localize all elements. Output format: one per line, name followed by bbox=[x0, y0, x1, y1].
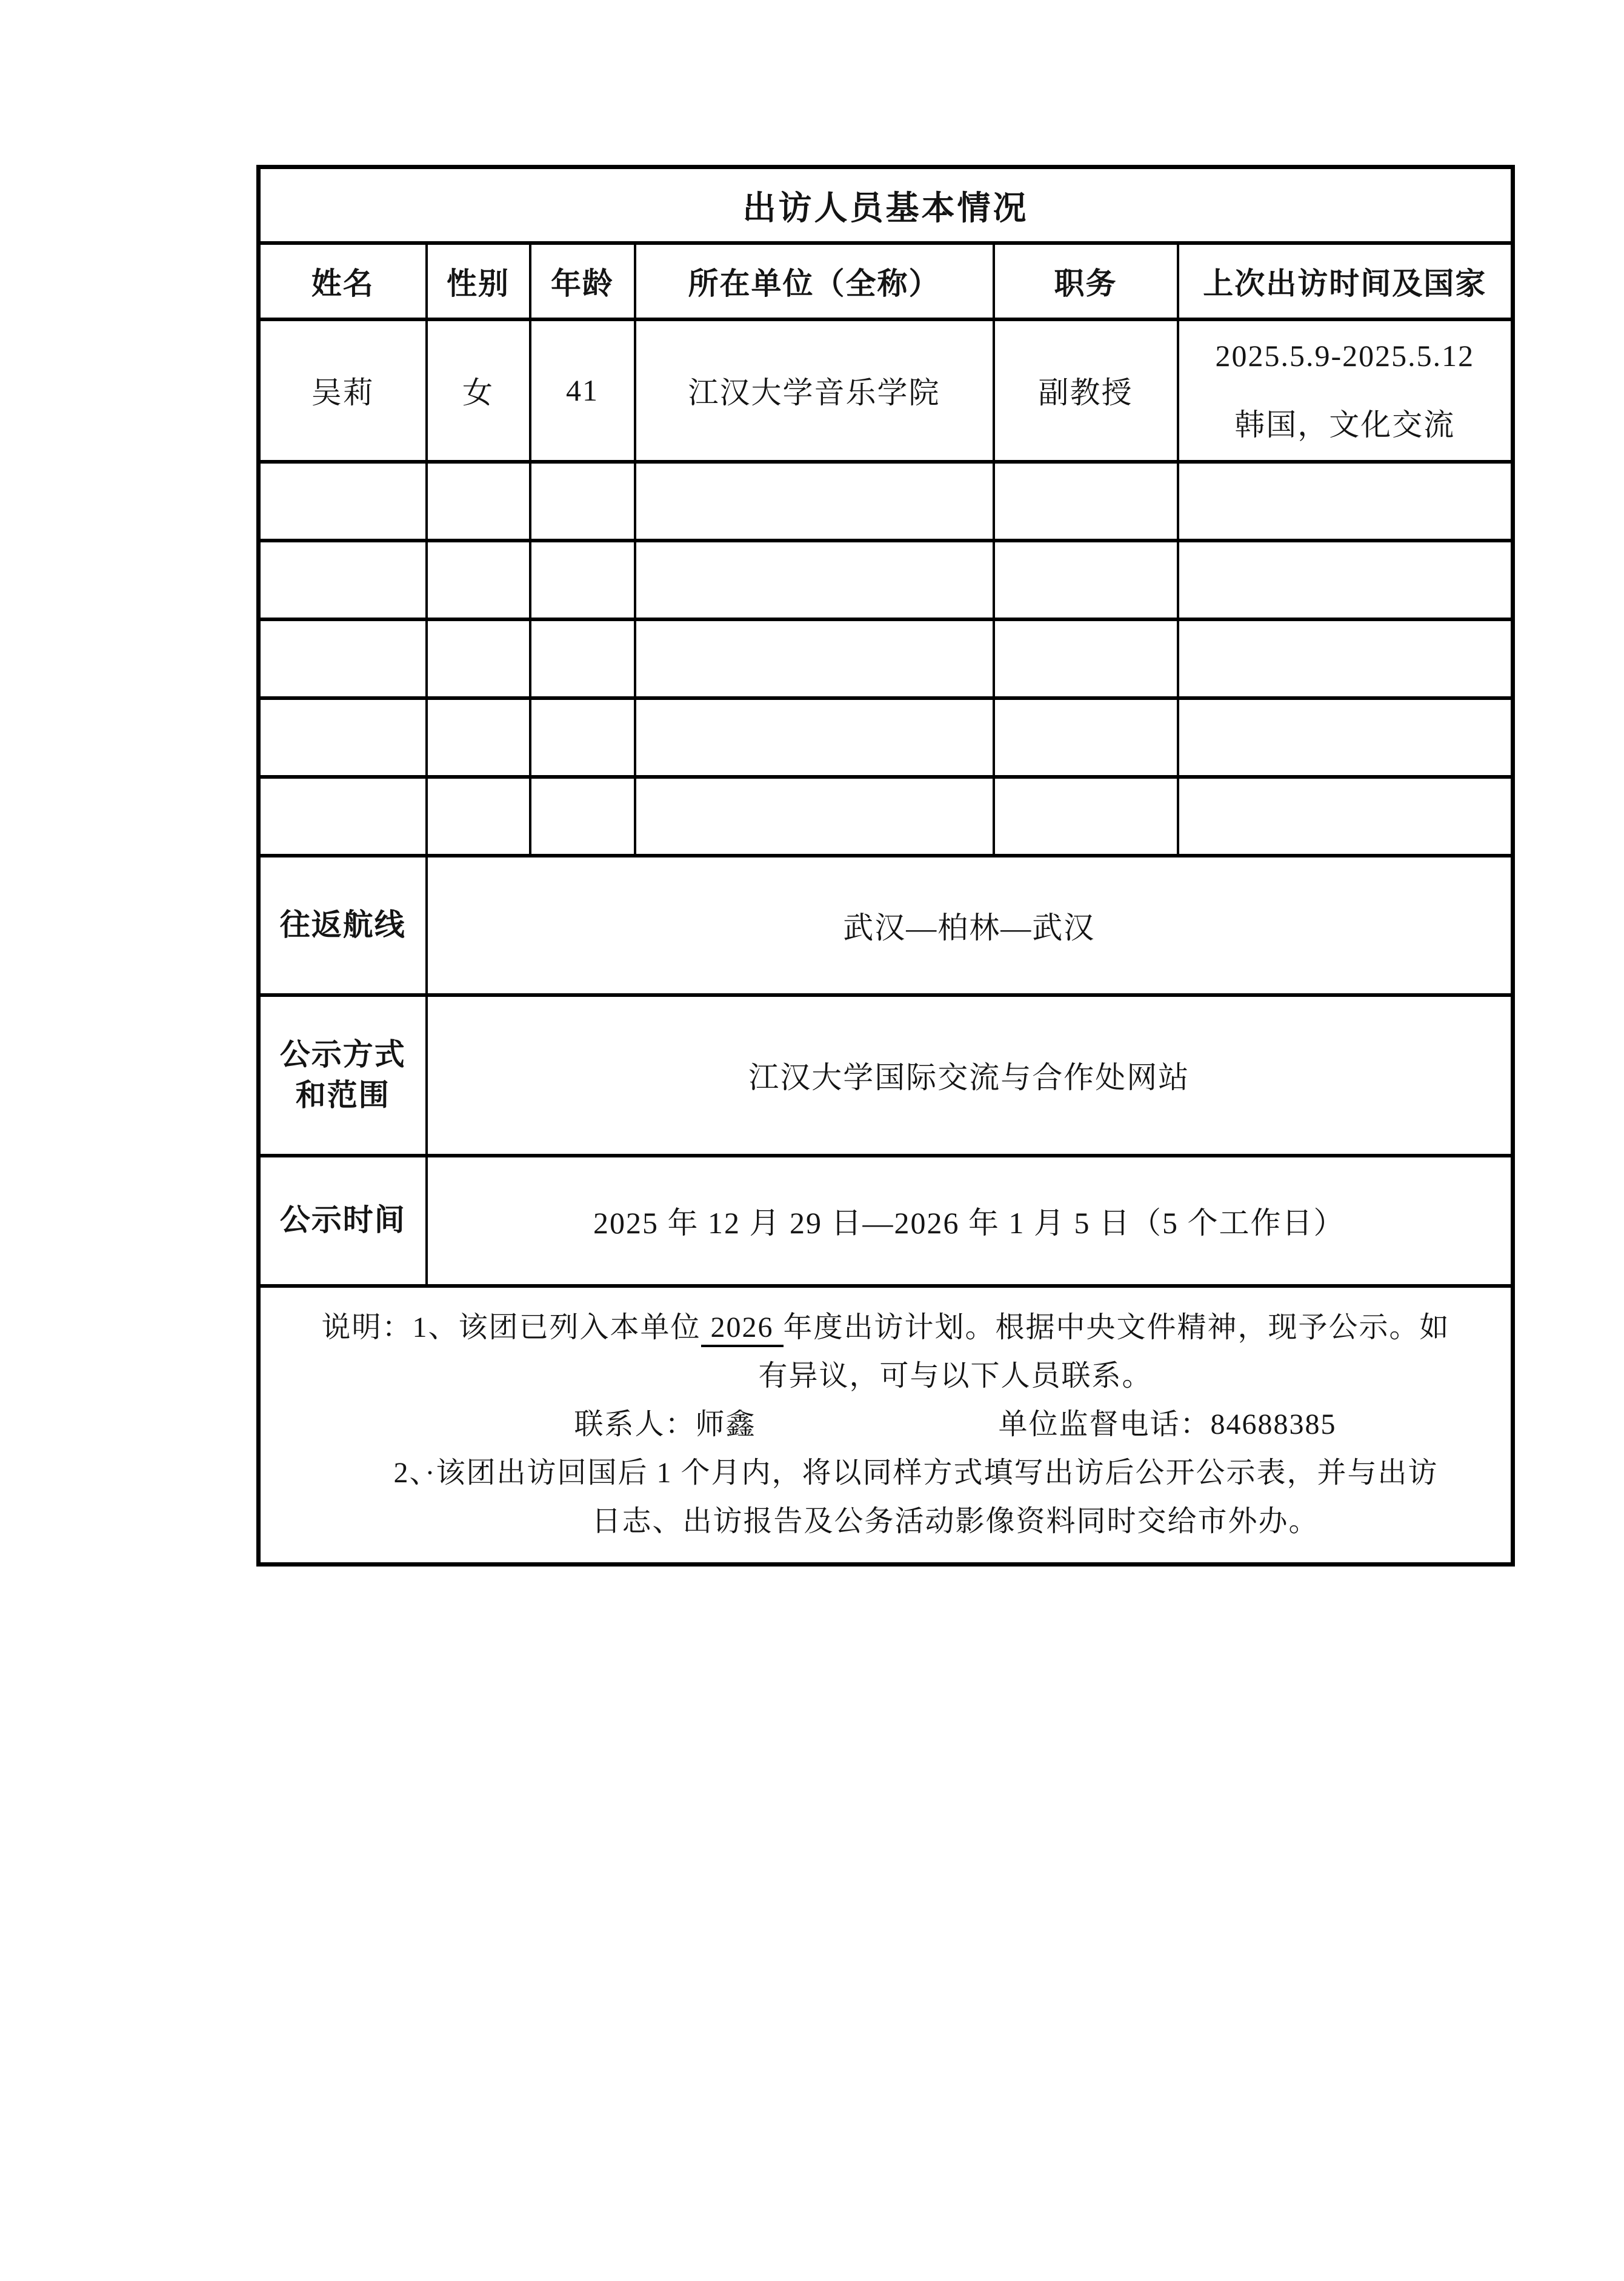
cell-person-age: 41 bbox=[530, 319, 635, 462]
empty-cell bbox=[427, 619, 530, 698]
empty-cell bbox=[530, 698, 635, 777]
empty-row bbox=[259, 619, 1513, 698]
empty-cell bbox=[635, 777, 994, 856]
header-position: 职务 bbox=[994, 243, 1178, 319]
notes-item2-line1 bbox=[321, 1449, 1511, 1497]
publicity-time-label: 公示时间 bbox=[259, 1156, 427, 1286]
person-row bbox=[259, 319, 1513, 462]
header-age: 年龄 bbox=[530, 243, 635, 319]
empty-row bbox=[259, 541, 1513, 619]
empty-cell bbox=[994, 462, 1178, 541]
empty-row bbox=[259, 698, 1513, 777]
notes-item2-text: 该团出访回国后 1 个月内，将以同样方式填写出访后公开公示表，并与出访 bbox=[436, 1457, 1439, 1490]
empty-cell bbox=[1178, 619, 1513, 698]
publicity-method-label-line1: 公示方式 bbox=[279, 1037, 406, 1071]
publicity-method-row bbox=[259, 995, 1513, 1156]
notes-item2-prefix: 2、· bbox=[393, 1457, 436, 1490]
empty-cell bbox=[530, 541, 635, 619]
empty-row bbox=[259, 777, 1513, 856]
empty-cell bbox=[1178, 462, 1513, 541]
empty-cell bbox=[259, 698, 427, 777]
empty-cell bbox=[427, 462, 530, 541]
empty-row bbox=[259, 462, 1513, 541]
visit-publicity-table bbox=[256, 165, 1515, 1567]
route-value: 武汉—柏林—武汉 bbox=[427, 856, 1513, 995]
empty-cell bbox=[994, 619, 1178, 698]
empty-cell bbox=[994, 777, 1178, 856]
empty-cell bbox=[530, 777, 635, 856]
cell-person-gender: 女 bbox=[427, 319, 530, 462]
notes-contact-line bbox=[400, 1400, 1511, 1449]
publicity-time-value: 2025 年 12 月 29 日—2026 年 1 月 5 日（5 个工作日） bbox=[427, 1156, 1513, 1286]
empty-cell bbox=[427, 698, 530, 777]
empty-cell bbox=[635, 619, 994, 698]
empty-cell bbox=[530, 619, 635, 698]
empty-cell bbox=[259, 619, 427, 698]
publicity-method-label bbox=[259, 995, 427, 1156]
empty-cell bbox=[427, 777, 530, 856]
empty-cell bbox=[635, 541, 994, 619]
notes-row bbox=[259, 1286, 1513, 1565]
publicity-method-label-line2: 和范围 bbox=[295, 1078, 390, 1112]
notes-item1-text-after: 年度出访计划。根据中央文件精神，现予公示。如 bbox=[783, 1311, 1450, 1344]
empty-rows-group bbox=[259, 462, 1513, 856]
notes-item1-text-before: 该团已列入本单位 bbox=[458, 1311, 701, 1344]
empty-cell bbox=[530, 462, 635, 541]
cell-person-unit: 江汉大学音乐学院 bbox=[635, 319, 994, 462]
empty-cell bbox=[1178, 777, 1513, 856]
notes-item1-prefix: 说明：1、 bbox=[321, 1311, 459, 1344]
cell-person-last-visit bbox=[1178, 319, 1513, 462]
last-visit-dates: 2025.5.9-2025.5.12 bbox=[1215, 339, 1475, 373]
empty-cell bbox=[1178, 541, 1513, 619]
empty-cell bbox=[259, 777, 427, 856]
cell-person-name: 吴莉 bbox=[259, 319, 427, 462]
contact-person: 联系人：师鑫 bbox=[574, 1408, 756, 1441]
last-visit-country-purpose: 韩国，文化交流 bbox=[1234, 408, 1456, 442]
empty-cell bbox=[994, 698, 1178, 777]
empty-cell bbox=[635, 462, 994, 541]
empty-cell bbox=[635, 698, 994, 777]
notes-section bbox=[259, 1286, 1513, 1565]
publicity-time-row bbox=[259, 1156, 1513, 1286]
notes-underlined-year: 2026 bbox=[701, 1311, 784, 1347]
empty-cell bbox=[994, 541, 1178, 619]
route-label: 往返航线 bbox=[259, 856, 427, 995]
notes-item1-line2: 有异议，可与以下人员联系。 bbox=[758, 1360, 1153, 1393]
title-row bbox=[259, 167, 1513, 243]
page-title: 出访人员基本情况 bbox=[259, 167, 1513, 243]
empty-cell bbox=[427, 541, 530, 619]
cell-person-position: 副教授 bbox=[994, 319, 1178, 462]
table-header-row bbox=[259, 243, 1513, 319]
publicity-method-value: 江汉大学国际交流与合作处网站 bbox=[427, 995, 1513, 1156]
empty-cell bbox=[259, 541, 427, 619]
empty-cell bbox=[1178, 698, 1513, 777]
notes-item2-line2: 日志、出访报告及公务活动影像资料同时交给市外办。 bbox=[591, 1505, 1319, 1538]
header-gender: 性别 bbox=[427, 243, 530, 319]
header-unit: 所在单位（全称） bbox=[635, 243, 994, 319]
empty-cell bbox=[259, 462, 427, 541]
notes-item1-line1 bbox=[261, 1304, 1511, 1352]
header-name: 姓名 bbox=[259, 243, 427, 319]
header-last-visit: 上次出访时间及国家 bbox=[1178, 243, 1513, 319]
route-row bbox=[259, 856, 1513, 995]
supervision-phone: 单位监督电话：84688385 bbox=[998, 1408, 1337, 1441]
